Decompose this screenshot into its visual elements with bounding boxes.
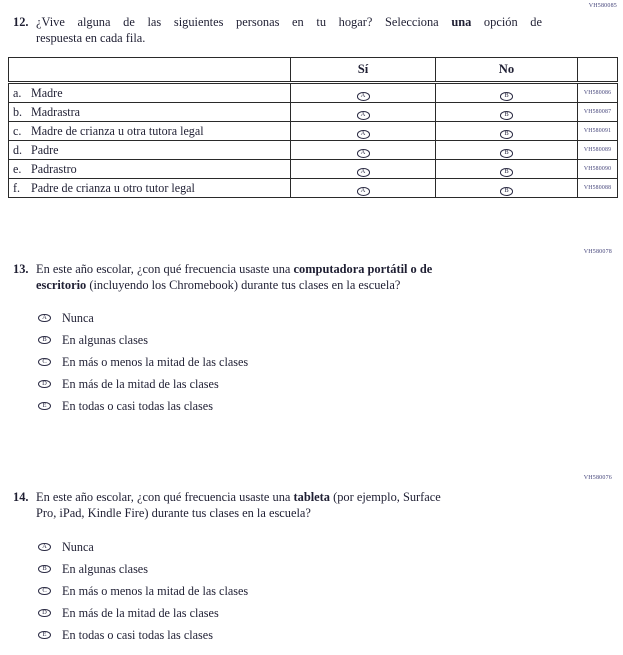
- response-cell-no[interactable]: [436, 141, 578, 160]
- table-row: [9, 83, 618, 103]
- option-label: En más de la mitad de las clases: [62, 605, 219, 620]
- question-14-number: 14.: [13, 490, 29, 504]
- table-row: [9, 160, 618, 179]
- option-label: En más de la mitad de las clases: [62, 376, 219, 391]
- answer-oval-b[interactable]: B: [38, 565, 51, 574]
- row-letter: f.: [13, 180, 21, 195]
- row-text: Madrastra: [31, 104, 81, 119]
- question-13-text: [36, 262, 436, 293]
- text: (incluyendo los Chromebook) durante tus clases en la escuela?: [86, 277, 401, 292]
- row-code: VH580087: [578, 103, 618, 122]
- option-label: Nunca: [62, 539, 94, 554]
- text: (por ejemplo, Surface: [330, 490, 441, 504]
- question-13-number: 13.: [13, 262, 29, 276]
- response-oval-no[interactable]: B: [500, 149, 513, 158]
- response-cell-no[interactable]: [436, 122, 578, 141]
- question-text-line: [36, 15, 542, 31]
- option-label: En más o menos la mitad de las clases: [62, 354, 249, 369]
- response-cell-si[interactable]: [291, 103, 436, 122]
- option-row: [38, 329, 248, 351]
- option-row: [38, 373, 248, 395]
- question-13-options: [38, 307, 248, 417]
- table-header-row: [9, 58, 618, 83]
- question-text-line: [36, 506, 436, 522]
- q12-response-table: [8, 57, 618, 198]
- row-label-cell: [9, 179, 291, 198]
- answer-oval-c[interactable]: C: [38, 587, 51, 596]
- response-oval-no[interactable]: B: [500, 187, 513, 196]
- bold-text: tableta: [293, 490, 331, 504]
- response-cell-si[interactable]: [291, 141, 436, 160]
- option-label: En algunas clases: [62, 332, 148, 347]
- response-cell-no[interactable]: [436, 103, 578, 122]
- table-row: [9, 122, 618, 141]
- row-code: VH580088: [578, 179, 618, 198]
- row-label: [9, 143, 290, 158]
- row-label-cell: [9, 122, 291, 141]
- header-code-cell: [578, 58, 618, 83]
- text: Pro, iPad, Kindle Fire) durante tus clases en la escuela?: [36, 505, 311, 520]
- row-label: [9, 162, 290, 177]
- row-code: VH580089: [578, 141, 618, 160]
- header-si: Sí: [291, 58, 436, 83]
- row-label-cell: [9, 103, 291, 122]
- row-letter: c.: [13, 123, 22, 138]
- row-letter: d.: [13, 142, 23, 157]
- table-row: [9, 103, 618, 122]
- answer-oval-a[interactable]: A: [38, 543, 51, 552]
- answer-oval-c[interactable]: C: [38, 358, 51, 367]
- response-oval-no[interactable]: B: [500, 92, 513, 101]
- bold-text: una: [451, 15, 472, 29]
- header-no: No: [436, 58, 578, 83]
- row-code: VH580091: [578, 122, 618, 141]
- response-oval-si[interactable]: A: [357, 111, 370, 120]
- row-label-cell: [9, 83, 291, 103]
- answer-oval-e[interactable]: E: [38, 631, 51, 640]
- option-row: [38, 395, 248, 417]
- row-letter: e.: [13, 161, 22, 176]
- row-text: Padre: [31, 142, 59, 157]
- response-oval-si[interactable]: A: [357, 149, 370, 158]
- bold-text: escritorio: [36, 277, 87, 292]
- answer-oval-e[interactable]: E: [38, 402, 51, 411]
- option-row: [38, 624, 248, 646]
- option-label: En más o menos la mitad de las clases: [62, 583, 249, 598]
- question-text-line: [36, 262, 436, 278]
- question-12-text: [36, 15, 542, 46]
- text: En este año escolar, ¿con qué frecuencia usaste una: [36, 262, 294, 276]
- option-label: En todas o casi todas las clases: [62, 398, 213, 413]
- row-text: Madre de crianza u otra tutora legal: [31, 123, 204, 138]
- question-text-line: [36, 31, 542, 47]
- question-14-options: [38, 536, 248, 646]
- question-13-code: VH580078: [583, 249, 612, 255]
- option-row: [38, 536, 248, 558]
- question-14-text: [36, 490, 441, 521]
- row-code: VH580086: [578, 83, 618, 103]
- question-text-line: [36, 278, 436, 294]
- response-oval-si[interactable]: A: [357, 92, 370, 101]
- option-label: En todas o casi todas las clases: [62, 627, 213, 642]
- response-cell-si[interactable]: [291, 160, 436, 179]
- text: En este año escolar, ¿con qué frecuencia usaste una: [36, 490, 294, 504]
- row-label: [9, 181, 290, 196]
- row-text: Padre de crianza u otro tutor legal: [31, 180, 195, 195]
- row-label: [9, 86, 290, 101]
- text: respuesta en cada fila.: [36, 30, 146, 45]
- question-14-code: VH580076: [583, 475, 612, 481]
- answer-oval-a[interactable]: A: [38, 314, 51, 323]
- text: opción de: [471, 15, 542, 29]
- row-text: Madre: [31, 85, 63, 100]
- response-oval-no[interactable]: B: [500, 168, 513, 177]
- table-row: [9, 179, 618, 198]
- bold-text: computadora portátil o de: [293, 262, 433, 276]
- response-cell-si[interactable]: [291, 122, 436, 141]
- response-oval-si[interactable]: A: [357, 130, 370, 139]
- response-cell-si[interactable]: [291, 179, 436, 198]
- table-row: [9, 141, 618, 160]
- response-oval-si[interactable]: A: [357, 187, 370, 196]
- option-row: [38, 580, 248, 602]
- answer-oval-d[interactable]: D: [38, 380, 51, 389]
- response-cell-no[interactable]: [436, 83, 578, 103]
- row-text: Padrastro: [31, 161, 77, 176]
- row-label: [9, 105, 290, 120]
- row-label-cell: [9, 141, 291, 160]
- option-label: Nunca: [62, 310, 94, 325]
- question-14: [13, 490, 441, 521]
- answer-oval-b[interactable]: B: [38, 336, 51, 345]
- response-oval-no[interactable]: B: [500, 111, 513, 120]
- response-oval-si[interactable]: A: [357, 168, 370, 177]
- question-text-line: [36, 490, 441, 506]
- answer-oval-d[interactable]: D: [38, 609, 51, 618]
- option-row: [38, 558, 248, 580]
- header-empty-cell: [9, 58, 291, 83]
- option-row: [38, 602, 248, 624]
- text: ¿Vive alguna de las siguientes personas en tu hogar? Selecciona: [36, 15, 452, 29]
- row-letter: a.: [13, 85, 22, 100]
- response-cell-no[interactable]: [436, 179, 578, 198]
- option-label: En algunas clases: [62, 561, 148, 576]
- row-code: VH580090: [578, 160, 618, 179]
- response-cell-no[interactable]: [436, 160, 578, 179]
- option-row: [38, 307, 248, 329]
- response-cell-si[interactable]: [291, 83, 436, 103]
- row-label: [9, 124, 290, 139]
- question-12-code: VH580085: [588, 3, 617, 9]
- question-12-number: 12.: [13, 15, 29, 29]
- question-13: [13, 262, 436, 293]
- row-label-cell: [9, 160, 291, 179]
- row-letter: b.: [13, 104, 23, 119]
- question-12: [13, 15, 542, 46]
- response-oval-no[interactable]: B: [500, 130, 513, 139]
- option-row: [38, 351, 248, 373]
